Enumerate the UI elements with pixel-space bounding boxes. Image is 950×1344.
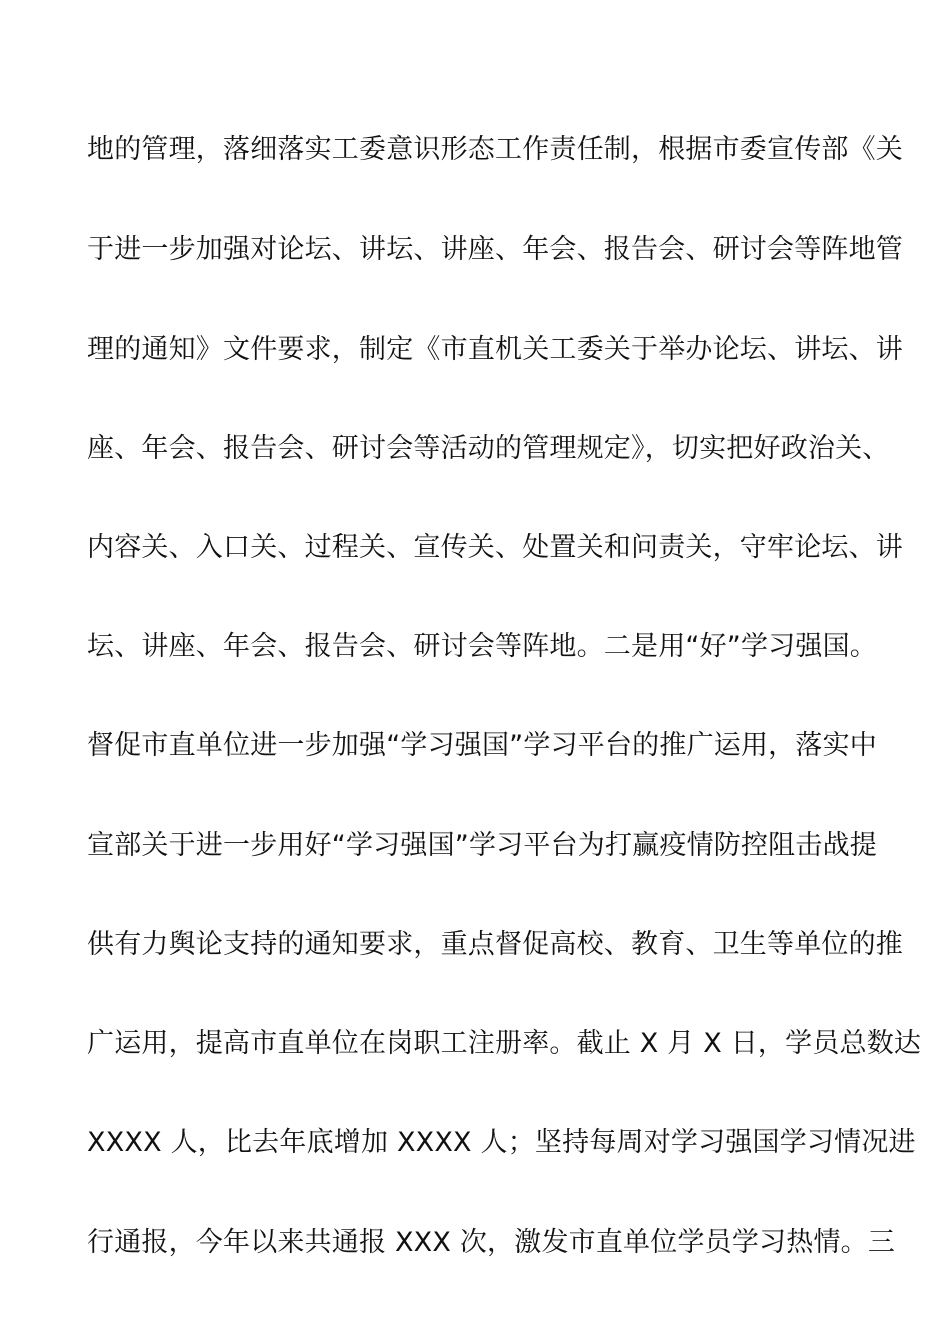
paragraph-line: 宣部关于进一步用好“学习强国”学习平台为打赢疫情防控阻击战提 — [87, 830, 877, 861]
paragraph-line: 内容关、入口关、过程关、宣传关、处置关和问责关，守牢论坛、讲 — [87, 532, 903, 563]
paragraph-line: 座、年会、报告会、研讨会等活动的管理规定》，切实把好政治关、 — [87, 433, 890, 464]
paragraph-line: 行通报，今年以来共通报 XXX 次，激发市直单位学员学习热情。三 — [87, 1227, 896, 1258]
paragraph-line: 理的通知》文件要求，制定《市直机关工委关于举办论坛、讲坛、讲 — [87, 334, 903, 365]
paragraph-line: 于进一步加强对论坛、讲坛、讲座、年会、报告会、研讨会等阵地管 — [87, 234, 903, 265]
paragraph-line: 坛、讲座、年会、报告会、研讨会等阵地。二是用“好”学习强国。 — [87, 631, 877, 662]
paragraph-line: 广运用，提高市直单位在岗职工注册率。截止 X 月 X 日，学员总数达 — [87, 1028, 922, 1059]
paragraph-line: 督促市直单位进一步加强“学习强国”学习平台的推广运用，落实中 — [87, 730, 877, 761]
paragraph-line: 供有力舆论支持的通知要求，重点督促高校、教育、卫生等单位的推 — [87, 929, 903, 960]
paragraph-line: 地的管理，落细落实工委意识形态工作责任制，根据市委宣传部《关 — [87, 134, 903, 165]
paragraph-line: XXXX 人，比去年底增加 XXXX 人；坚持每周对学习强国学习情况进 — [87, 1127, 916, 1158]
